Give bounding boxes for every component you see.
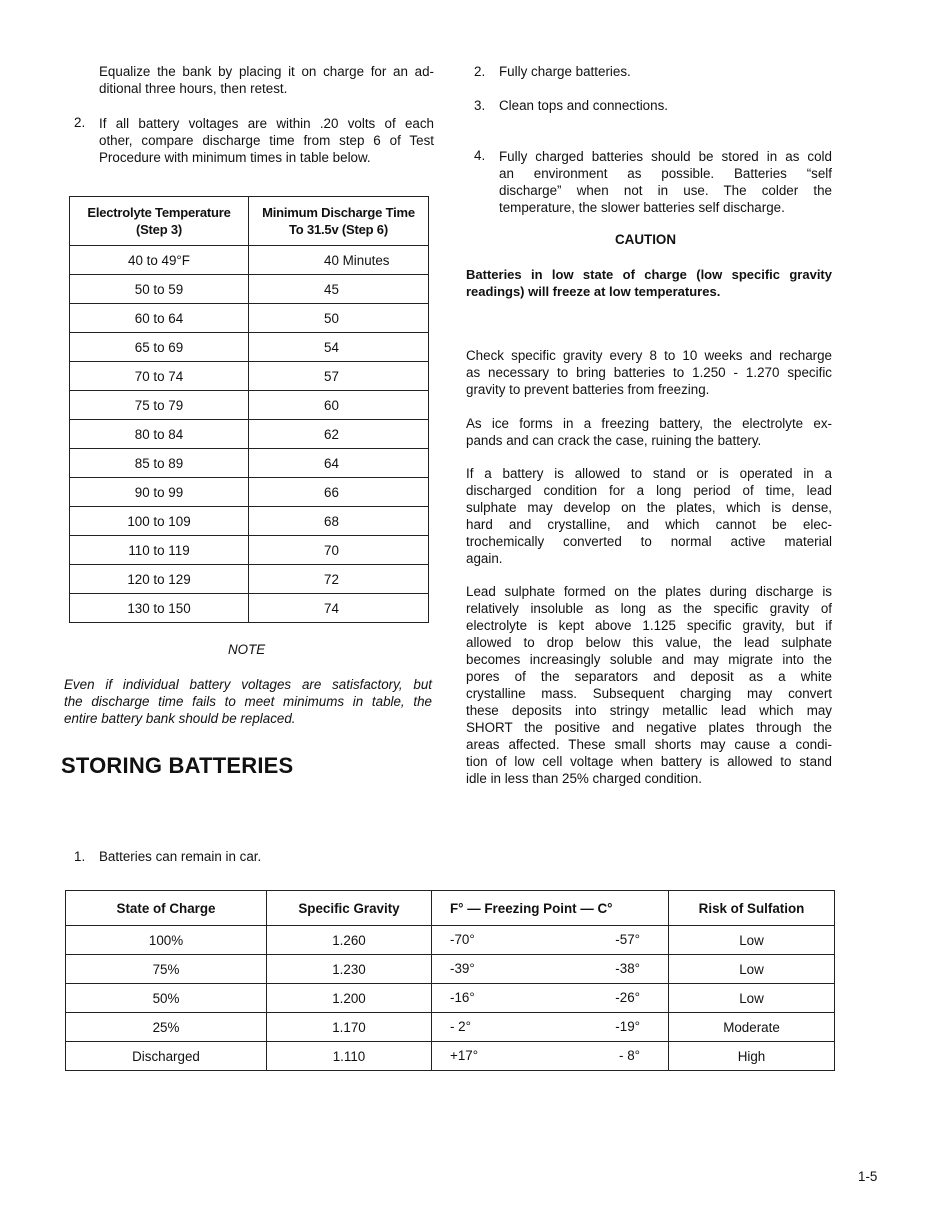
risk-cell: Low [669, 955, 835, 984]
table-row [70, 594, 429, 623]
celsius-value: -26° [615, 990, 640, 1005]
column-header-risk: Risk of Sulfation [669, 891, 835, 926]
freezing-point-cell [432, 1013, 669, 1042]
celsius-value: -57° [615, 932, 640, 947]
table-row [66, 1013, 835, 1042]
text-line: If a battery is allowed to stand or is operated in a [466, 466, 832, 481]
header-line: To 31.5v (Step 6) [289, 222, 388, 237]
text-line: Fully charged batteries should be stored in as cold [499, 149, 832, 164]
header-line: Electrolyte Temperature [87, 205, 231, 220]
text-line: an environment as possible. Batteries “self [499, 166, 832, 181]
text-line: Check specific gravity every 8 to 10 weeks and recharge [466, 348, 832, 363]
state-cell: 100% [66, 926, 267, 955]
time-cell: 40 Minutes [249, 246, 429, 275]
text-line: again. [466, 551, 503, 566]
temperature-cell: 70 to 74 [70, 362, 249, 391]
step3-text: Clean tops and connections. [499, 98, 668, 113]
text-line: As ice forms in a freezing battery, the electrolyte ex- [466, 416, 832, 431]
freezing-point-cell [432, 955, 669, 984]
text-line: discharge” when not in use. The colder the [499, 183, 832, 198]
text-line: pores of the separators and deposit as a white [466, 669, 832, 684]
column-header-gravity: Specific Gravity [267, 891, 432, 926]
table-row [70, 362, 429, 391]
fahrenheit-value: +17° [450, 1048, 479, 1063]
temperature-cell: 90 to 99 [70, 478, 249, 507]
section-heading: STORING BATTERIES [61, 753, 294, 778]
step-number: 3. [474, 98, 486, 113]
temperature-cell: 110 to 119 [70, 536, 249, 565]
text-line: allowed to drop below this value, the lead sulphate [466, 635, 832, 650]
time-cell: 72 [249, 565, 429, 594]
note-heading: NOTE [228, 642, 266, 657]
lead-sulphate-paragraph [466, 583, 832, 787]
equalize-paragraph [99, 63, 434, 97]
text-line: trochemically converted to normal active material [466, 534, 832, 549]
time-cell: 74 [249, 594, 429, 623]
temperature-cell: 80 to 84 [70, 420, 249, 449]
fahrenheit-value: - 2° [450, 1019, 471, 1034]
time-cell: 54 [249, 333, 429, 362]
state-cell: 75% [66, 955, 267, 984]
text-line: as necessary to bring batteries to 1.250 - 1.270 specific [466, 365, 832, 380]
freezing-point-cell [432, 984, 669, 1013]
text-line: idle in less than 25% charged condition. [466, 771, 702, 786]
freezing-point-cell [432, 1042, 669, 1071]
temperature-cell: 40 to 49°F [70, 246, 249, 275]
gravity-cell: 1.170 [267, 1013, 432, 1042]
text-line: other, compare discharge time from step 6 of Test [99, 133, 434, 148]
fahrenheit-value: -39° [450, 961, 475, 976]
temperature-cell: 75 to 79 [70, 391, 249, 420]
text-line: Even if individual battery voltages are satisfactory, but [64, 677, 432, 692]
time-cell: 70 [249, 536, 429, 565]
text-line: areas affected. These small shorts may cause a condi- [466, 737, 832, 752]
step-number: 2. [74, 115, 86, 130]
step4-paragraph [499, 148, 832, 216]
header-line: Minimum Discharge Time [262, 205, 415, 220]
state-of-charge-table [65, 890, 835, 1071]
table-row [70, 507, 429, 536]
time-cell: 66 [249, 478, 429, 507]
page-number: 1-5 [858, 1169, 878, 1184]
gravity-cell: 1.260 [267, 926, 432, 955]
note-body [64, 676, 432, 727]
discharge-paragraph [466, 465, 832, 567]
specific-gravity-paragraph [466, 347, 832, 398]
risk-cell: Low [669, 984, 835, 1013]
step-number: 4. [474, 148, 486, 163]
text-line: temperature, the slower batteries self discharge. [499, 200, 785, 215]
table-row [70, 536, 429, 565]
column-header-freezing-point: F° — Freezing Point — C° [432, 891, 669, 926]
time-cell: 64 [249, 449, 429, 478]
column-header-discharge-time [249, 197, 429, 246]
temperature-cell: 60 to 64 [70, 304, 249, 333]
ice-paragraph [466, 415, 832, 449]
text-line: becomes increasingly soluble and may migrate into the [466, 652, 832, 667]
time-cell: 50 [249, 304, 429, 333]
text-line: sulphate may develop on the plates, which is dense, [466, 500, 832, 515]
table-row [70, 333, 429, 362]
text-line: readings) will freeze at low temperatures. [466, 284, 721, 299]
temperature-cell: 50 to 59 [70, 275, 249, 304]
header-line: (Step 3) [135, 222, 183, 237]
time-cell: 68 [249, 507, 429, 536]
time-cell: 45 [249, 275, 429, 304]
text-line: gravity to prevent batteries from freezing. [466, 382, 710, 397]
gravity-cell: 1.110 [267, 1042, 432, 1071]
table-row [70, 304, 429, 333]
state-cell: 50% [66, 984, 267, 1013]
text-line: If all battery voltages are within .20 volts of each [99, 116, 434, 131]
step-number: 2. [474, 64, 486, 79]
time-cell: 60 [249, 391, 429, 420]
text-line: the discharge time fails to meet minimums in table, the [64, 694, 432, 709]
text-line: hard and crystalline, and which cannot be elec- [466, 517, 832, 532]
gravity-cell: 1.230 [267, 955, 432, 984]
text-line: entire battery bank should be replaced. [64, 711, 296, 726]
table-row [70, 420, 429, 449]
text-line: tion of low cell voltage when battery is allowed to stand [466, 754, 832, 769]
table-row [70, 246, 429, 275]
caution-body [466, 266, 832, 300]
temperature-cell: 130 to 150 [70, 594, 249, 623]
text-line: discharged condition for a long period of time, lead [466, 483, 832, 498]
risk-cell: Moderate [669, 1013, 835, 1042]
table-header-row [70, 197, 429, 246]
table-header-row [66, 891, 835, 926]
table-row [70, 275, 429, 304]
step2-text: Fully charge batteries. [499, 64, 631, 79]
text-line: Lead sulphate formed on the plates during discharge is [466, 584, 832, 599]
text-line: ditional three hours, then retest. [99, 81, 288, 96]
step2-paragraph [99, 115, 434, 166]
text-line: Batteries in low state of charge (low specific gravity [466, 267, 832, 282]
time-cell: 57 [249, 362, 429, 391]
state-cell: Discharged [66, 1042, 267, 1071]
text-line: pands and can crack the case, ruining the battery. [466, 433, 762, 448]
text-line: electrolyte is kept above 1.125 specific gravity, but if [466, 618, 832, 633]
step-number: 1. [74, 849, 86, 864]
table-row [70, 449, 429, 478]
gravity-cell: 1.200 [267, 984, 432, 1013]
table-row [70, 391, 429, 420]
table-row [66, 955, 835, 984]
table-row [66, 1042, 835, 1071]
text-line: Procedure with minimum times in table below. [99, 150, 371, 165]
column-header-temperature [70, 197, 249, 246]
text-line: relatively insoluble as long as the specific gravity of [466, 601, 832, 616]
state-cell: 25% [66, 1013, 267, 1042]
step1-text: Batteries can remain in car. [99, 849, 262, 864]
temperature-cell: 85 to 89 [70, 449, 249, 478]
text-line: Equalize the bank by placing it on charge for an ad- [99, 64, 434, 79]
celsius-value: - 8° [619, 1048, 640, 1063]
fahrenheit-value: -70° [450, 932, 475, 947]
caution-heading: CAUTION [615, 232, 676, 247]
celsius-value: -38° [615, 961, 640, 976]
time-cell: 62 [249, 420, 429, 449]
text-line: these deposits into stringy metallic lead which may [466, 703, 832, 718]
celsius-value: -19° [615, 1019, 640, 1034]
fahrenheit-value: -16° [450, 990, 475, 1005]
discharge-time-table [69, 196, 429, 623]
temperature-cell: 65 to 69 [70, 333, 249, 362]
text-line: crystalline mass. Subsequent charging may convert [466, 686, 832, 701]
temperature-cell: 120 to 129 [70, 565, 249, 594]
risk-cell: High [669, 1042, 835, 1071]
freezing-point-cell [432, 926, 669, 955]
table-row [66, 984, 835, 1013]
text-line: SHORT the positive and negative plates through the [466, 720, 832, 735]
table-row [70, 478, 429, 507]
risk-cell: Low [669, 926, 835, 955]
column-header-state: State of Charge [66, 891, 267, 926]
temperature-cell: 100 to 109 [70, 507, 249, 536]
table-row [66, 926, 835, 955]
table-row [70, 565, 429, 594]
